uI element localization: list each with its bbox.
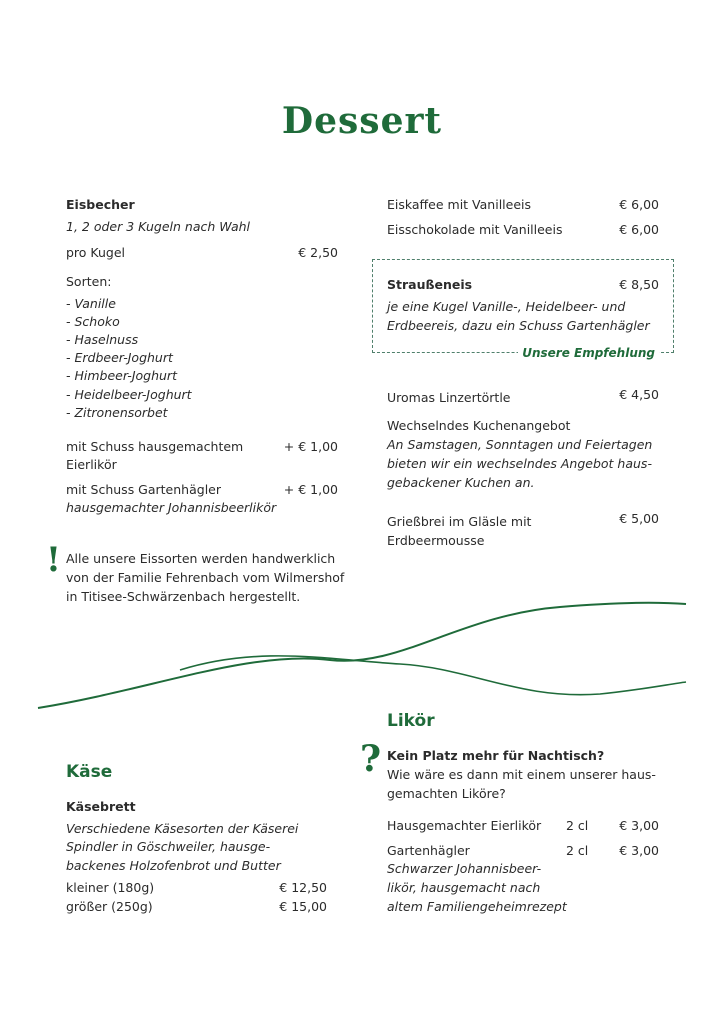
kuchen-name: Wechselndes Kuchenangebot: [387, 418, 571, 433]
likoer-heading: Likör: [387, 711, 435, 731]
griess-name2: Erdbeermousse: [387, 533, 485, 548]
linzer-name: Uromas Linzertörtle: [387, 390, 511, 405]
eisschokolade-name: Eisschokolade mit Vanilleeis: [387, 222, 563, 237]
list-item: - Haselnuss: [66, 332, 139, 347]
list-item: - Schoko: [66, 314, 120, 329]
recommend-name: Straußeneis: [387, 277, 473, 292]
wave-divider: [0, 590, 724, 720]
per-scoop-price: € 2,50: [298, 245, 338, 260]
list-item: - Zitronensorbet: [66, 405, 168, 420]
recommendation-label: Unsere Empfehlung: [518, 346, 659, 360]
exclamation-icon: !: [46, 540, 61, 580]
note-line3: in Titisee-Schwärzenbach hergestellt.: [66, 589, 301, 604]
list-item: - Heidelbeer-Joghurt: [66, 387, 192, 402]
eiskaffee-price: € 6,00: [619, 197, 659, 212]
extra2-line2: hausgemachter Johannisbeerlikör: [66, 500, 277, 515]
sorts-label: Sorten:: [66, 274, 112, 289]
extra1-line2: Eierlikör: [66, 457, 117, 472]
likoer-item-price: € 3,00: [619, 818, 659, 833]
likoer-item-desc1: Schwarzer Johannisbeer-: [387, 861, 542, 876]
page-title: Dessert: [281, 100, 443, 142]
likoer-item-desc2: likör, hausgemacht nach: [387, 880, 541, 895]
per-scoop-label: pro Kugel: [66, 245, 126, 260]
eisbecher-title: Eisbecher: [66, 197, 135, 212]
likoer-item-desc3: altem Familiengeheimrezept: [387, 899, 567, 914]
eisschokolade-price: € 6,00: [619, 222, 659, 237]
likoer-question: Kein Platz mehr für Nachtisch?: [387, 748, 605, 763]
extra1-price: + € 1,00: [283, 439, 338, 454]
extra2-price: + € 1,00: [283, 482, 338, 497]
kuchen-desc1: An Samstagen, Sonntagen und Feiertagen: [387, 437, 653, 452]
likoer-intro2: gemachten Liköre?: [387, 786, 506, 801]
eisbecher-subtitle: 1, 2 oder 3 Kugeln nach Wahl: [66, 219, 250, 234]
griess-name1: Grießbrei im Gläsle mit: [387, 514, 532, 529]
kuchen-desc3: gebackener Kuchen an.: [387, 475, 535, 490]
likoer-item-name: Gartenhägler: [387, 843, 470, 858]
likoer-intro1: Wie wäre es dann mit einem unserer haus-: [387, 767, 656, 782]
note-line2: von der Familie Fehrenbach vom Wilmershof: [66, 570, 345, 585]
kuchen-desc2: bieten wir ein wechselndes Angebot haus-: [387, 456, 652, 471]
list-item: - Erdbeer-Joghurt: [66, 350, 173, 365]
griess-price: € 5,00: [619, 511, 659, 526]
kaese-desc2: Spindler in Göschweiler, hausge-: [66, 839, 271, 854]
recommend-desc2: Erdbeereis, dazu ein Schuss Gartenhägler: [387, 318, 650, 333]
extra1-line1: mit Schuss hausgemachtem: [66, 439, 244, 454]
kaese-small-label: kleiner (180g): [66, 880, 155, 895]
kaese-small-price: € 12,50: [279, 880, 327, 895]
note-line1: Alle unsere Eissorten werden handwerklich: [66, 551, 336, 566]
likoer-item-price: € 3,00: [619, 843, 659, 858]
kaese-desc3: backenes Holzofenbrot und Butter: [66, 858, 281, 873]
recommend-price: € 8,50: [619, 277, 659, 292]
recommend-desc1: je eine Kugel Vanille-, Heidelbeer- und: [387, 299, 626, 314]
wave-line-top: [38, 603, 686, 708]
extra2-line1: mit Schuss Gartenhägler: [66, 482, 221, 497]
eiskaffee-name: Eiskaffee mit Vanilleeis: [387, 197, 532, 212]
kaese-item: Käsebrett: [66, 799, 136, 814]
linzer-price: € 4,50: [619, 387, 659, 402]
kaese-heading: Käse: [66, 762, 113, 782]
list-item: - Vanille: [66, 296, 116, 311]
question-icon: ?: [360, 738, 382, 780]
kaese-desc1: Verschiedene Käsesorten der Käserei: [66, 821, 299, 836]
kaese-large-price: € 15,00: [279, 899, 327, 914]
kaese-large-label: größer (250g): [66, 899, 153, 914]
likoer-item-size: 2 cl: [566, 818, 589, 833]
list-item: - Himbeer-Joghurt: [66, 368, 177, 383]
likoer-item-size: 2 cl: [566, 843, 589, 858]
likoer-item-name: Hausgemachter Eierlikör: [387, 818, 542, 833]
